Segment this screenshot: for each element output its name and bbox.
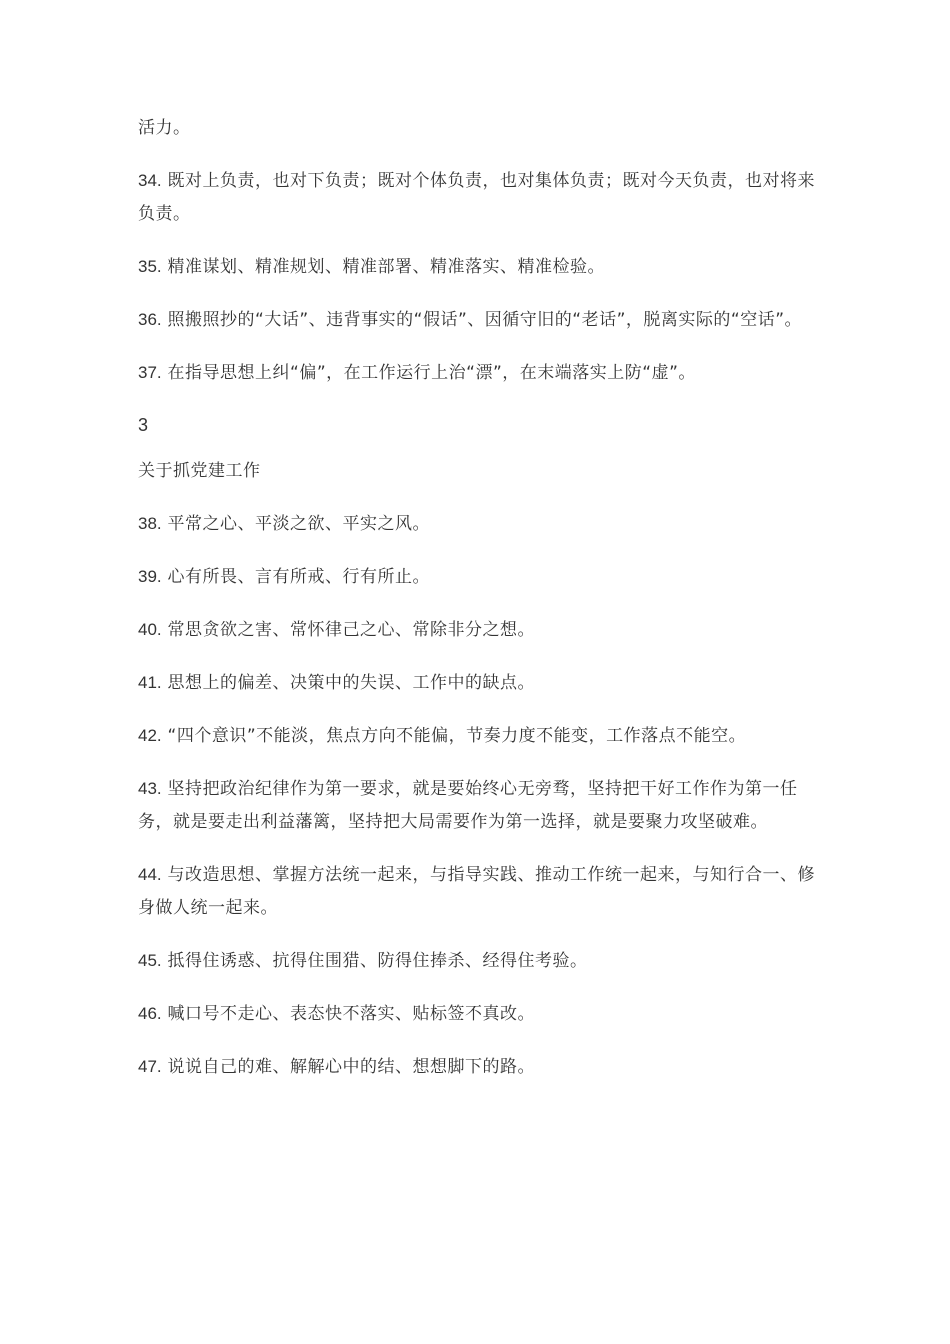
item-text: 常思贪欲之害、常怀律己之心、常除非分之想。: [167, 620, 536, 640]
item-text: 照搬照抄的“大话”、违背事实的“假话”、因循守旧的“老话”，脱离实际的“空话”。: [167, 310, 803, 330]
item-number: 44.: [138, 865, 162, 884]
list-item-45: [138, 944, 818, 978]
list-item-42: [138, 719, 818, 753]
item-number: 34.: [138, 171, 162, 190]
list-item-43: [138, 772, 818, 839]
list-item-37: [138, 356, 818, 390]
item-text: 说说自己的难、解解心中的结、想想脚下的路。: [167, 1057, 536, 1077]
list-item-36: [138, 303, 818, 337]
section-number: 3: [138, 415, 149, 435]
item-text: 心有所畏、言有所戒、行有所止。: [167, 567, 431, 587]
list-item-39: [138, 560, 818, 594]
item-text: 抵得住诱惑、抗得住围猎、防得住捧杀、经得住考验。: [167, 951, 588, 971]
item-number: 47.: [138, 1057, 162, 1076]
list-item-35: [138, 250, 818, 284]
item-number: 37.: [138, 363, 162, 382]
list-item-41: [138, 666, 818, 700]
item-number: 45.: [138, 951, 162, 970]
list-item-38: [138, 507, 818, 541]
item-number: 46.: [138, 1004, 162, 1023]
item-number: 43.: [138, 779, 162, 798]
item-text: 既对上负责，也对下负责；既对个体负责，也对集体负责；既对今天负责，也对将来负责。: [138, 171, 816, 224]
list-item-46: [138, 997, 818, 1031]
item-text: 精准谋划、精准规划、精准部署、精准落实、精准检验。: [167, 257, 606, 277]
list-item-47: [138, 1050, 818, 1084]
item-number: 42.: [138, 726, 162, 745]
item-number: 40.: [138, 620, 162, 639]
item-number: 36.: [138, 310, 162, 329]
item-number: 41.: [138, 673, 162, 692]
list-item-44: [138, 858, 818, 925]
item-text: 在指导思想上纠“偏”，在工作运行上治“漂”，在末端落实上防“虚”。: [167, 363, 696, 383]
item-text: 坚持把政治纪律作为第一要求，就是要始终心无旁骛，坚持把干好工作作为第一任务，就是要走出利益藩篱，坚持把大局需要作为第一选择，就是要聚力攻坚破难。: [138, 779, 798, 832]
item-text: “四个意识”不能淡，焦点方向不能偏，节奏力度不能变，工作落点不能空。: [167, 726, 747, 746]
item-number: 39.: [138, 567, 162, 586]
continuation-text: 活力。: [138, 118, 191, 138]
item-text: 喊口号不走心、表态快不落实、贴标签不真改。: [167, 1004, 536, 1024]
item-text: 与改造思想、掌握方法统一起来，与指导实践、推动工作统一起来，与知行合一、修身做人统一起来。: [138, 865, 816, 918]
item-number: 35.: [138, 257, 162, 276]
item-text: 思想上的偏差、决策中的失误、工作中的缺点。: [167, 673, 536, 693]
section-title: 关于抓党建工作: [138, 461, 261, 481]
list-item-34: [138, 164, 818, 231]
item-number: 38.: [138, 514, 162, 533]
list-item-40: [138, 613, 818, 647]
item-text: 平常之心、平淡之欲、平实之风。: [167, 514, 431, 534]
document-content: [138, 112, 818, 1103]
